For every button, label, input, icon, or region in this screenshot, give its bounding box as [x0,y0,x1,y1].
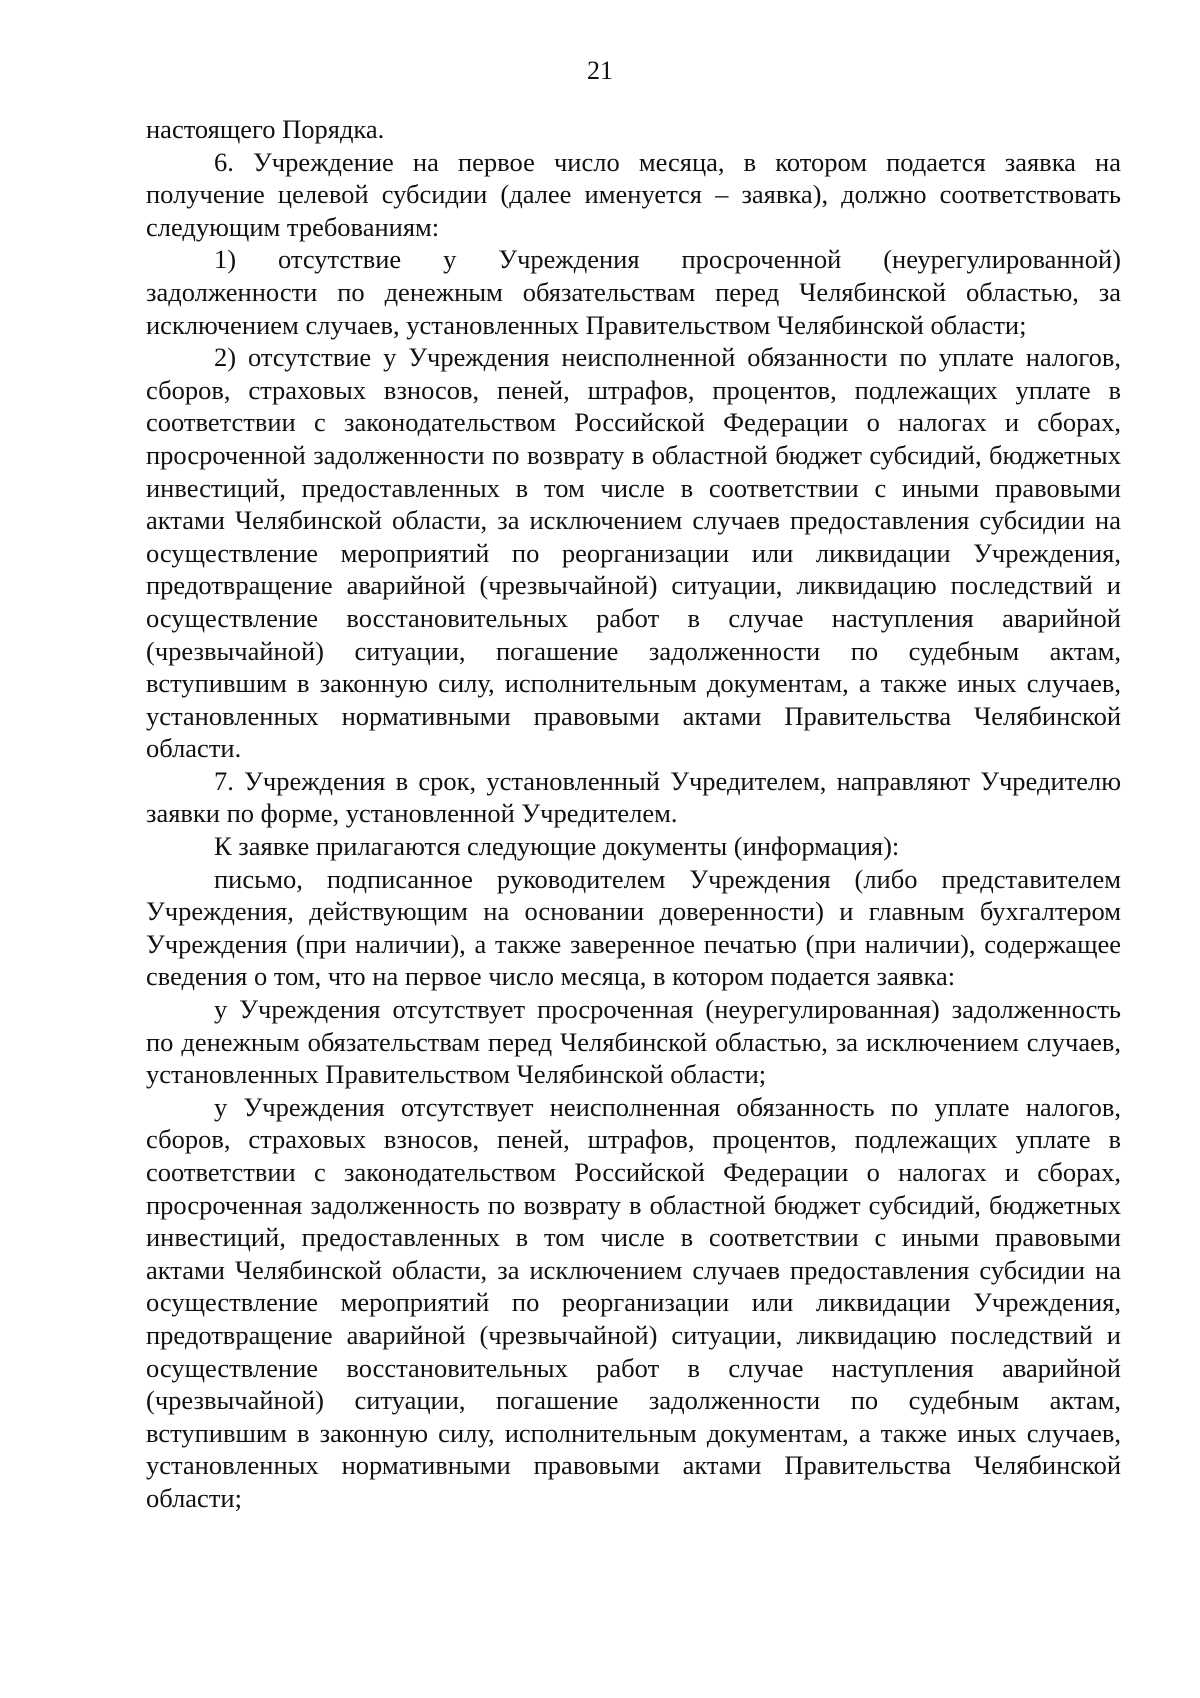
document-body [146,113,1121,1515]
paragraph-no-tax-obligation: у Учреждения отсутствует неисполненная обязанность по уплате налогов, сборов, страховых взносов, пеней, штрафов, процентов, подлежащих уплате в соответствии с законодательством Российской Федерации о налогах и сборах, просроченная задолженность по возврату в областной бюджет субсидий, бюджетных инвестиций, предоставленных в том числе в соответствии с иными правовыми актами Челябинской области, за исключением случаев предоставления субсидии на осуществление мероприятий по реорганизации или ликвидации Учреждения, предотвращение аварийной (чрезвычайной) ситуации, ликвидацию последствий и осуществление восстановительных работ в случае наступления аварийной (чрезвычайной) ситуации, погашение задолженности по судебным актам, вступившим в законную силу, исполнительным документам, а также иных случаев, установленных нормативными правовыми актами Правительства Челябинской области; [146,1091,1121,1513]
paragraph-attachments-intro: К заявке прилагаются следующие документы (информация): [214,831,900,862]
paragraph-item-7: 7. Учреждения в срок, установленный Учредителем, направляют Учредителю заявки по форме, установленной Учредителем. [146,765,1121,829]
paragraph-no-debt: у Учреждения отсутствует просроченная (неурегулированная) задолженность по денежным обязательствам перед Челябинской областью, за исключением случаев, установленных Правительством Челябинской области; [146,994,1121,1090]
paragraph-subitem-2: 2) отсутствие у Учреждения неисполненной обязанности по уплате налогов, сборов, страховых взносов, пеней, штрафов, процентов, подлежащих уплате в соответствии с законодательством Российской Федерации о налогах и сборах, просроченной задолженности по возврату в областной бюджет субсидий, бюджетных инвестиций, предоставленных в том числе в соответствии с иными правовыми актами Челябинской области, за исключением случаев предоставления субсидии на осуществление мероприятий по реорганизации или ликвидации Учреждения, предотвращение аварийной (чрезвычайной) ситуации, ликвидацию последствий и осуществление восстановительных работ в случае наступления аварийной (чрезвычайной) ситуации, погашение задолженности по судебным актам, вступившим в законную силу, исполнительным документам, а также иных случаев, установленных нормативными правовыми актами Правительства Челябинской области. [146,342,1121,764]
page-number: 21 [587,56,613,85]
paragraph-subitem-1: 1) отсутствие у Учреждения просроченной (неурегулированной) задолженности по денежным обязательствам перед Челябинской областью, за исключением случаев, установленных Правительством Челябинской области; [146,244,1121,340]
paragraph-continuation: настоящего Порядка. [146,114,385,144]
paragraph-letter: письмо, подписанное руководителем Учреждения (либо представителем Учреждения, действующим на основании доверенности) и главным бухгалтером Учреждения (при наличии), а также заверенное печатью (при наличии), содержащее сведения о том, что на первое число месяца, в котором подается заявка: [146,863,1121,992]
paragraph-item-6: 6. Учреждение на первое число месяца, в котором подается заявка на получение целевой субсидии (далее именуется – заявка), должно соответствовать следующим требованиям: [146,146,1121,242]
